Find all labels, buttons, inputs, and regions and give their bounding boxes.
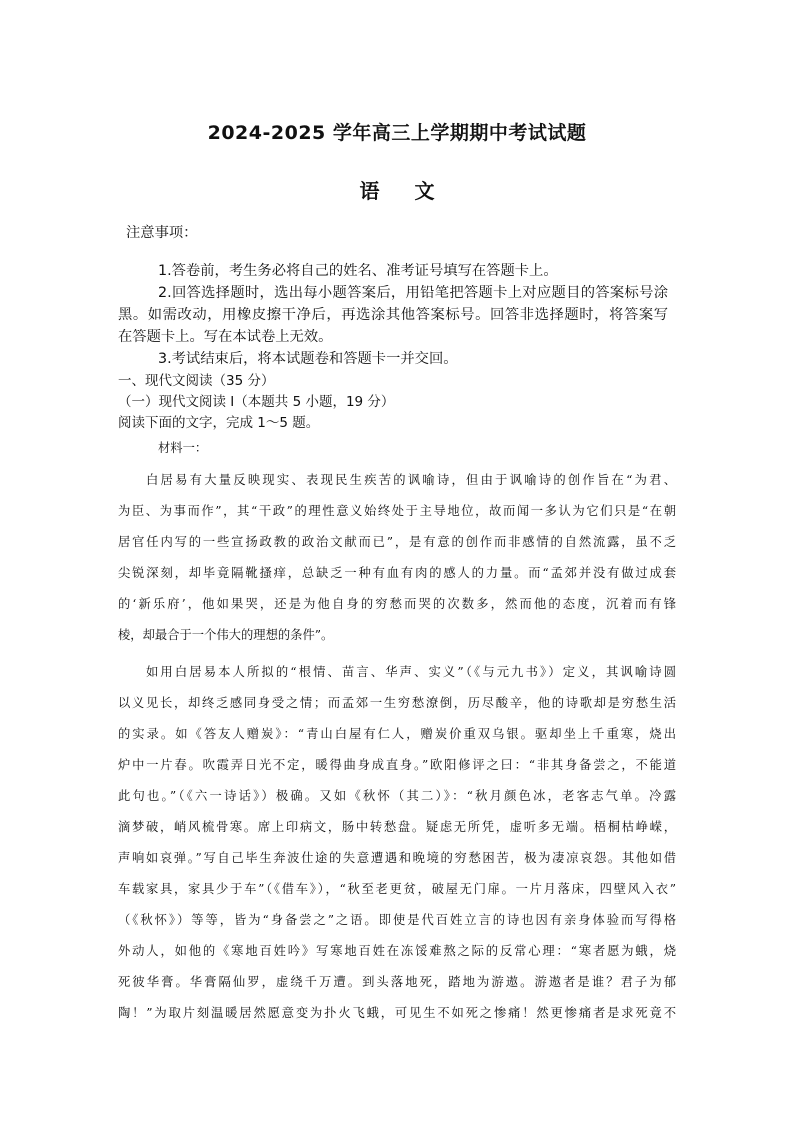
passage-line: 的实录。如《答友人赠炭》：“青山白屋有仁人，赠炭价重双乌银。驱却坐上千重寒，烧出 bbox=[118, 727, 676, 741]
material-label: 材料一： bbox=[158, 441, 208, 455]
section-instruction: 阅读下面的文字，完成 1～5 题。 bbox=[118, 415, 320, 431]
exam-title: 2024-2025 学年高三上学期期中考试试题 bbox=[207, 122, 587, 144]
passage-line: 的‘新乐府’，他如果哭，还是为他自身的穷愁而哭的次数多，然而他的态度，沉着而有锋 bbox=[118, 597, 676, 611]
passage-line: 如用白居易本人所拟的“根情、苗言、华声、实义”（《与元九书》）定义，其讽喻诗圆 bbox=[146, 665, 676, 679]
notice-heading: 注意事项： bbox=[126, 225, 198, 241]
passage-line: 白居易有大量反映现实、表现民生疾苦的讽喻诗，但由于讽喻诗的创作旨在“为君、 bbox=[146, 473, 676, 487]
passage-line: 棱，却最合于一个伟大的理想的条件”。 bbox=[118, 628, 334, 642]
passage-line: 车载家具，家具少于车”（《借车》），“秋至老更贫，破屋无门扉。一片月落床，四壁风入衣” bbox=[118, 882, 676, 896]
passage-line: 外动人，如他的《寒地百姓吟》写寒地百姓在冻馁难熬之际的反常心理：“寒者愿为蛾，烧 bbox=[118, 944, 676, 958]
passage-line: 声响如哀弹。”写自己毕生奔波仕途的失意遭遇和晚境的穷愁困苦，极为凄凉哀怨。其他如借 bbox=[118, 851, 676, 865]
notice-item: 1.答卷前，考生务必将自己的姓名、准考证号填写在答题卡上。 bbox=[158, 263, 558, 279]
passage-line: （《秋怀》）等等，皆为“身备尝之”之语。即使是代百姓立言的诗也因有亲身体验而写得格 bbox=[118, 913, 676, 927]
passage-line: 炉中一片春。吹霞弄日光不定，暖得曲身成直身。”欧阳修评之曰：“非其身备尝之，不能道 bbox=[118, 758, 676, 772]
subject-title: 语 文 bbox=[359, 179, 449, 203]
notice-item: 3.考试结束后，将本试题卷和答题卡一并交回。 bbox=[158, 351, 458, 367]
passage-line: 此句也。”（《六一诗话》）极确。又如《秋怀（其二）》：“秋月颜色冰，老客志气单。冷露 bbox=[118, 789, 676, 803]
notice-item: 黑。如需改动，用橡皮擦干净后，再选涂其他答案标号。回答非选择题时，将答案写 bbox=[118, 307, 668, 323]
section-part-heading: 一、现代文阅读（35 分） bbox=[118, 373, 275, 389]
passage-line: 陶！”为取片刻温暖居然愿意变为扑火飞蛾，可见生不如死之惨痛！然更惨痛者是求死竟不 bbox=[118, 1006, 676, 1020]
section-sub-heading: （一）现代文阅读 I（本题共 5 小题，19 分） bbox=[118, 394, 395, 410]
notice-item: 在答题卡上。写在本试卷上无效。 bbox=[118, 329, 333, 345]
passage-line: 居官任内写的一些宣扬政教的政治文献而已”，是有意的创作而非感情的自然流露，虽不乏 bbox=[118, 535, 676, 549]
notice-item: 2.回答选择题时，选出每小题答案后，用铅笔把答题卡上对应题目的答案标号涂 bbox=[158, 285, 668, 301]
passage-line: 以义见长，却终乏感同身受之情；而孟郊一生穷愁潦倒，历尽酸辛，他的诗歌却是穷愁生活 bbox=[118, 696, 676, 710]
passage-line: 滴梦破，峭风梳骨寒。席上印病文，肠中转愁盘。疑虑无所凭，虚听多无端。梧桐枯峥嵘， bbox=[118, 820, 676, 834]
passage-line: 为臣、为事而作”，其“干政”的理性意义始终处于主导地位，故而闻一多认为它们只是“在朝 bbox=[118, 504, 676, 518]
passage-line: 尖锐深刻，却毕竟隔靴搔痒，总缺乏一种有血有肉的感人的力量。而“孟郊并没有做过成套 bbox=[118, 566, 676, 580]
passage-line: 死彼华膏。华膏隔仙罗，虚绕千万遭。到头落地死，踏地为游遨。游遨者是谁？君子为郁 bbox=[118, 975, 676, 989]
